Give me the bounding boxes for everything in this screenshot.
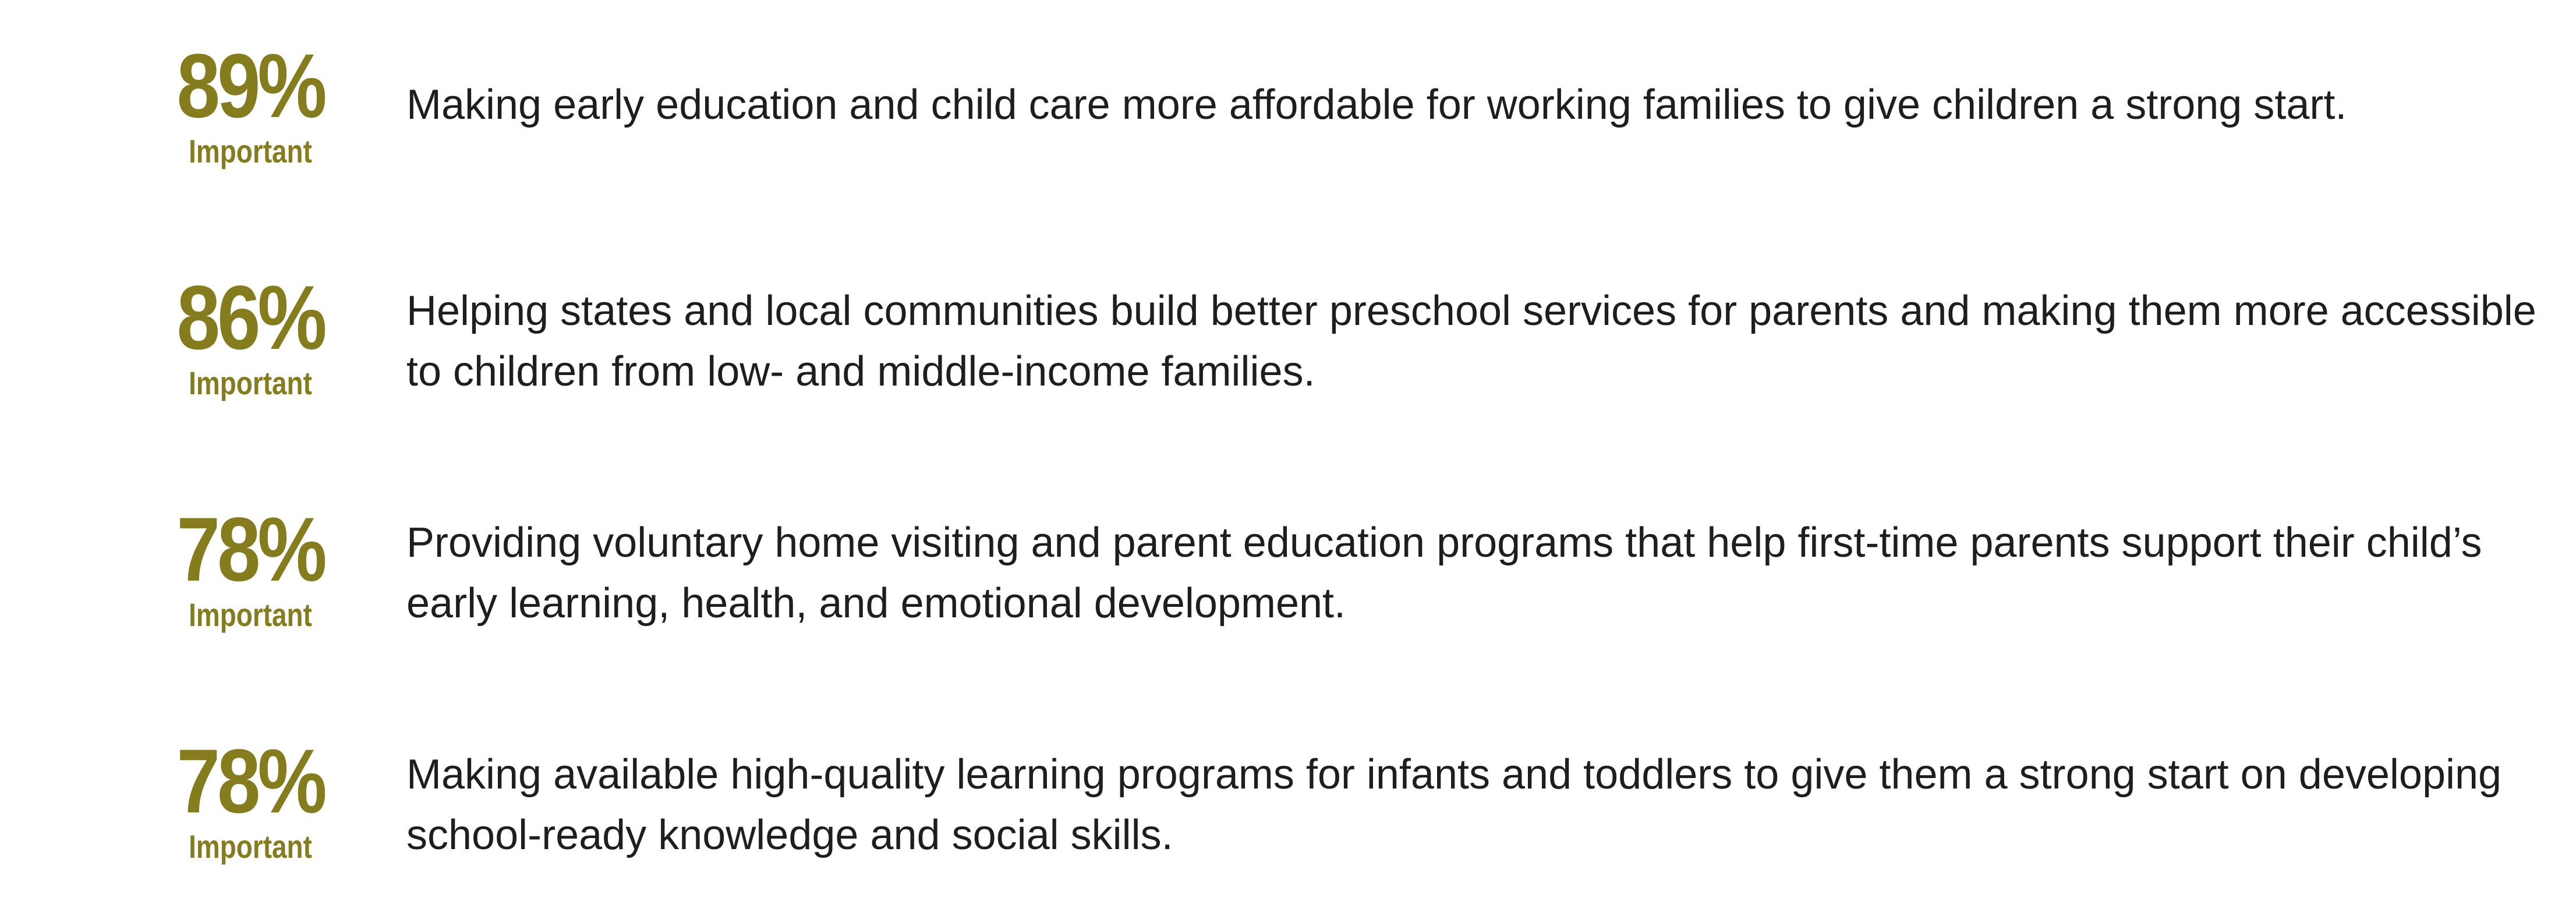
- stat-block: [146, 731, 355, 865]
- stat-block: [146, 36, 355, 170]
- item-description: Making available high-quality learning programs for infants and toddlers to give them a strong start on developing school-ready knowledge and social skills.: [406, 751, 2502, 858]
- stat-block: [146, 499, 355, 634]
- item-description: Providing voluntary home visiting and parent education programs that help first-time parents support their child’s early learning, health, and emotional development.: [406, 519, 2482, 627]
- item-description: Helping states and local communities build better preschool services for parents and making them more accessible to children from low- and middle-income families.: [406, 288, 2536, 395]
- percent-value: 78%: [176, 499, 324, 600]
- percent-value: 78%: [176, 731, 324, 832]
- percent-label: Important: [189, 828, 312, 865]
- percent-label: Important: [189, 365, 312, 401]
- percent-value: 86%: [176, 267, 324, 369]
- stat-block: [146, 267, 355, 402]
- list-item: [0, 695, 2576, 905]
- percent-label: Important: [189, 596, 312, 633]
- item-description: Making early education and child care more affordable for working families to give children a strong start.: [406, 82, 2347, 128]
- percent-value: 89%: [176, 36, 324, 137]
- list-item: [0, 464, 2576, 673]
- percent-label: Important: [189, 133, 312, 169]
- list-item: [0, 232, 2576, 441]
- list-item: [0, 0, 2576, 210]
